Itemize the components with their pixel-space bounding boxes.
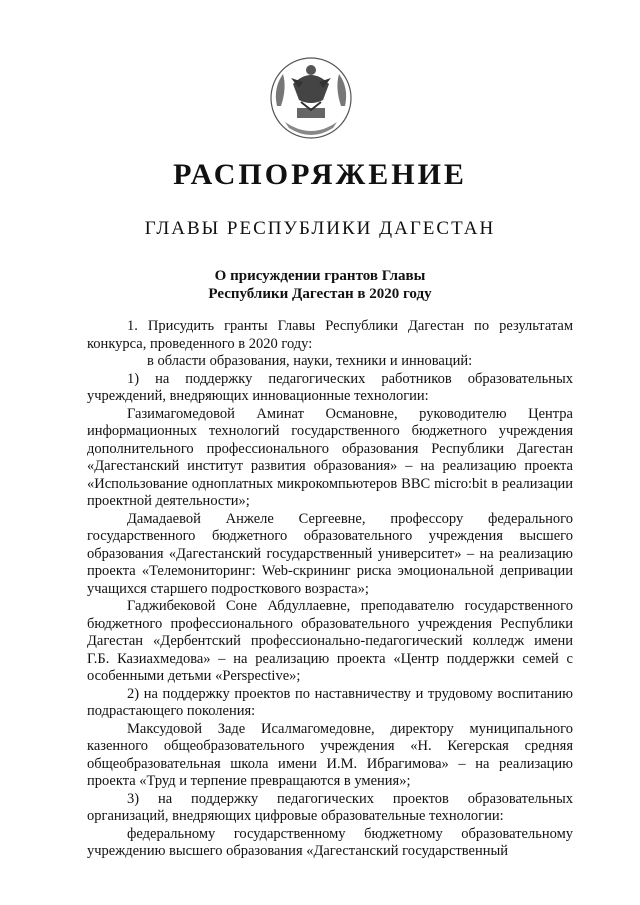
paragraph: 3) на поддержку педагогических проектов образовательных организаций, внедряющих цифровые образовательные технологии: xyxy=(87,790,573,824)
paragraph: Газимагомедовой Аминат Османовне, руководителю Центра информационных технологий государственного бюджетного учреждения дополнительного профессионального образования Республики Дагестан «Дагестанский институт развития образования» – на реализацию проекта «Использование одноплатных микрокомпьютеров BBC micro:bit в реализации проектной деятельности»; xyxy=(87,405,573,509)
paragraph: 2) на поддержку проектов по наставничеству и трудовому воспитанию подрастающего поколения: xyxy=(87,685,573,719)
paragraph: 1. Присудить гранты Главы Республики Дагестан по результатам конкурса, проведенного в 2020 году: xyxy=(87,318,573,352)
paragraph: Дамадаевой Анжеле Сергеевне, профессору федерального государственного бюджетного образовательного учреждения высшего образования «Дагестанский государственный университет» – на реализацию проекта «Телемониторинг: Web-скрининг риска эмоциональной депривации учащихся старшего подросткового возраста»; xyxy=(87,510,573,597)
document-subtitle: ГЛАВЫ РЕСПУБЛИКИ ДАГЕСТАН xyxy=(144,218,496,239)
paragraph: в области образования, науки, техники и инноваций: xyxy=(147,353,473,369)
document-body xyxy=(87,318,573,861)
coat-of-arms-emblem xyxy=(263,48,359,144)
paragraph: 1) на поддержку педагогических работников образовательных учреждений, внедряющих инновационные технологии: xyxy=(87,370,573,404)
heading-line-2: Республики Дагестан в 2020 году xyxy=(208,286,432,302)
document-title: РАСПОРЯЖЕНИЕ xyxy=(173,158,467,191)
paragraph: Гаджибековой Соне Абдуллаевне, преподавателю государственного бюджетного профессионального образовательного учреждения Республики Дагестан «Дербентский профессионально-педагогический колледж имени Г.Б. Казиахмедова» – на реализацию проекта «Центр поддержки семей с особенными детьми «Perspective»; xyxy=(87,598,573,684)
paragraph: Максудовой Заде Исалмагомедовне, директору муниципального казенного общеобразовательного учреждения «Н. Кегерская средняя общеобразовательная школа имени И.М. Ибрагимова» – на реализацию проекта «Труд и терпение превращаются в умения»; xyxy=(87,720,573,789)
document-heading xyxy=(0,267,640,303)
heading-line-1: О присуждении грантов Главы xyxy=(214,268,426,284)
paragraph: федеральному государственному бюджетному образовательному учреждению высшего образования «Дагестанский государственный xyxy=(87,825,573,859)
